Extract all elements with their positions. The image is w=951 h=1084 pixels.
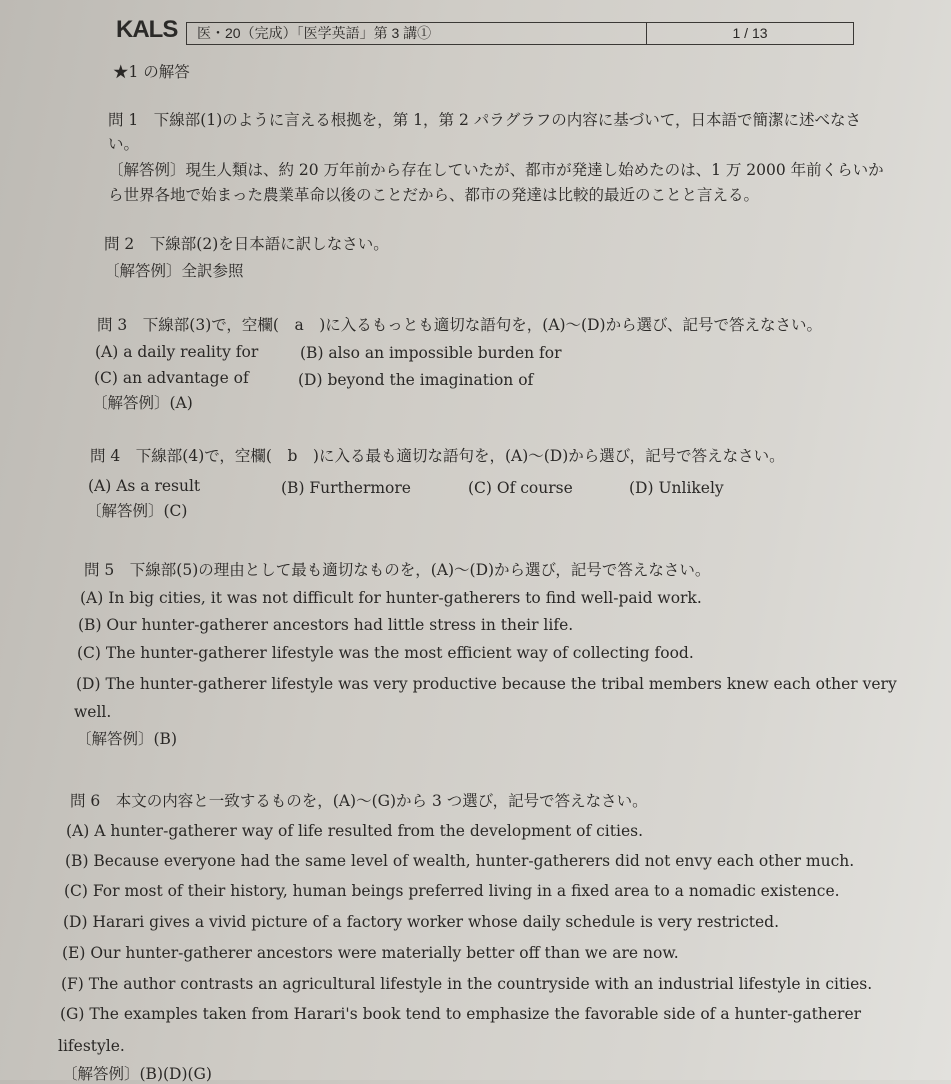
q4-option-b: (B) Furthermore — [281, 479, 411, 497]
q3-option-c: (C) an advantage of — [94, 369, 249, 387]
q3-answer: 〔解答例〕(A) — [92, 394, 193, 412]
q6-option-d: (D) Harari gives a vivid picture of a factory worker whose daily schedule is very restricted. — [63, 913, 780, 931]
q1-text-cont: い。 — [108, 135, 140, 153]
page-number: 1 / 13 — [732, 25, 768, 41]
document-title: 医・20（完成）「医学英語」第 3 講① — [187, 23, 647, 44]
q5-option-d-cont: well. — [74, 703, 112, 721]
q5-option-d: (D) The hunter-gatherer lifestyle was very productive because the tribal members knew each other very — [76, 675, 897, 693]
q6-text: 問 6 本文の内容と一致するものを，(A)～(G)から 3 つ選び，記号で答えなさい。 — [70, 792, 648, 810]
q3-option-b: (B) also an impossible burden for — [300, 344, 562, 362]
kals-logo: KALS — [116, 16, 178, 43]
header-box — [186, 22, 854, 45]
q5-option-a: (A) In big cities, it was not difficult for hunter-gatherers to find well-paid work. — [80, 589, 702, 607]
q6-option-a: (A) A hunter-gatherer way of life resulted from the development of cities. — [66, 822, 643, 840]
q6-option-f: (F) The author contrasts an agricultural lifestyle in the countryside with an industrial lifestyle in cities. — [61, 975, 873, 993]
q3-option-a: (A) a daily reality for — [95, 343, 259, 361]
q6-option-c: (C) For most of their history, human beings preferred living in a fixed area to a nomadic existence. — [64, 882, 840, 900]
q2-answer: 〔解答例〕全訳参照 — [104, 262, 244, 280]
q5-option-b: (B) Our hunter-gatherer ancestors had little stress in their life. — [78, 616, 574, 634]
q4-text: 問 4 下線部(4)で，空欄( b )に入る最も適切な語句を，(A)～(D)から選び，記号で答えなさい。 — [90, 447, 785, 465]
q6-answer: 〔解答例〕(B)(D)(G) — [62, 1065, 212, 1083]
q5-answer: 〔解答例〕(B) — [76, 730, 177, 748]
q5-text: 問 5 下線部(5)の理由として最も適切なものを，(A)～(D)から選び，記号で答えなさい。 — [84, 561, 711, 579]
q6-option-g: (G) The examples taken from Harari's book tend to emphasize the favorable side of a hunter-gatherer — [60, 1005, 862, 1023]
q6-option-g-cont: lifestyle. — [58, 1037, 125, 1055]
q2-text: 問 2 下線部(2)を日本語に訳しなさい。 — [104, 235, 389, 253]
q6-option-b: (B) Because everyone had the same level of wealth, hunter-gatherers did not envy each other much. — [65, 852, 855, 870]
q4-answer: 〔解答例〕(C) — [86, 502, 188, 520]
q1-answer: 〔解答例〕現生人類は、約 20 万年前から存在していたが、都市が発達し始めたのは、1 万 2000 年前くらいか — [108, 161, 884, 179]
q1-answer-cont: ら世界各地で始まった農業革命以後のことだから、都市の発達は比較的最近のことと言える。 — [108, 186, 760, 204]
q3-option-d: (D) beyond the imagination of — [298, 371, 534, 389]
q6-option-e: (E) Our hunter-gatherer ancestors were materially better off than we are now. — [62, 944, 679, 962]
q5-option-c: (C) The hunter-gatherer lifestyle was the most efficient way of collecting food. — [77, 644, 694, 662]
q4-option-d: (D) Unlikely — [629, 479, 724, 497]
q1-text: 問 1 下線部(1)のように言える根拠を，第 1，第 2 パラグラフの内容に基づいて，日本語で簡潔に述べなさ — [108, 111, 861, 129]
q4-option-a: (A) As a result — [88, 477, 201, 495]
q3-text: 問 3 下線部(3)で，空欄( a )に入るもっとも適切な語句を，(A)～(D)から選び、記号で答えなさい。 — [97, 316, 822, 334]
section-title: ★1 の解答 — [113, 63, 190, 81]
q4-option-c: (C) Of course — [468, 479, 573, 497]
